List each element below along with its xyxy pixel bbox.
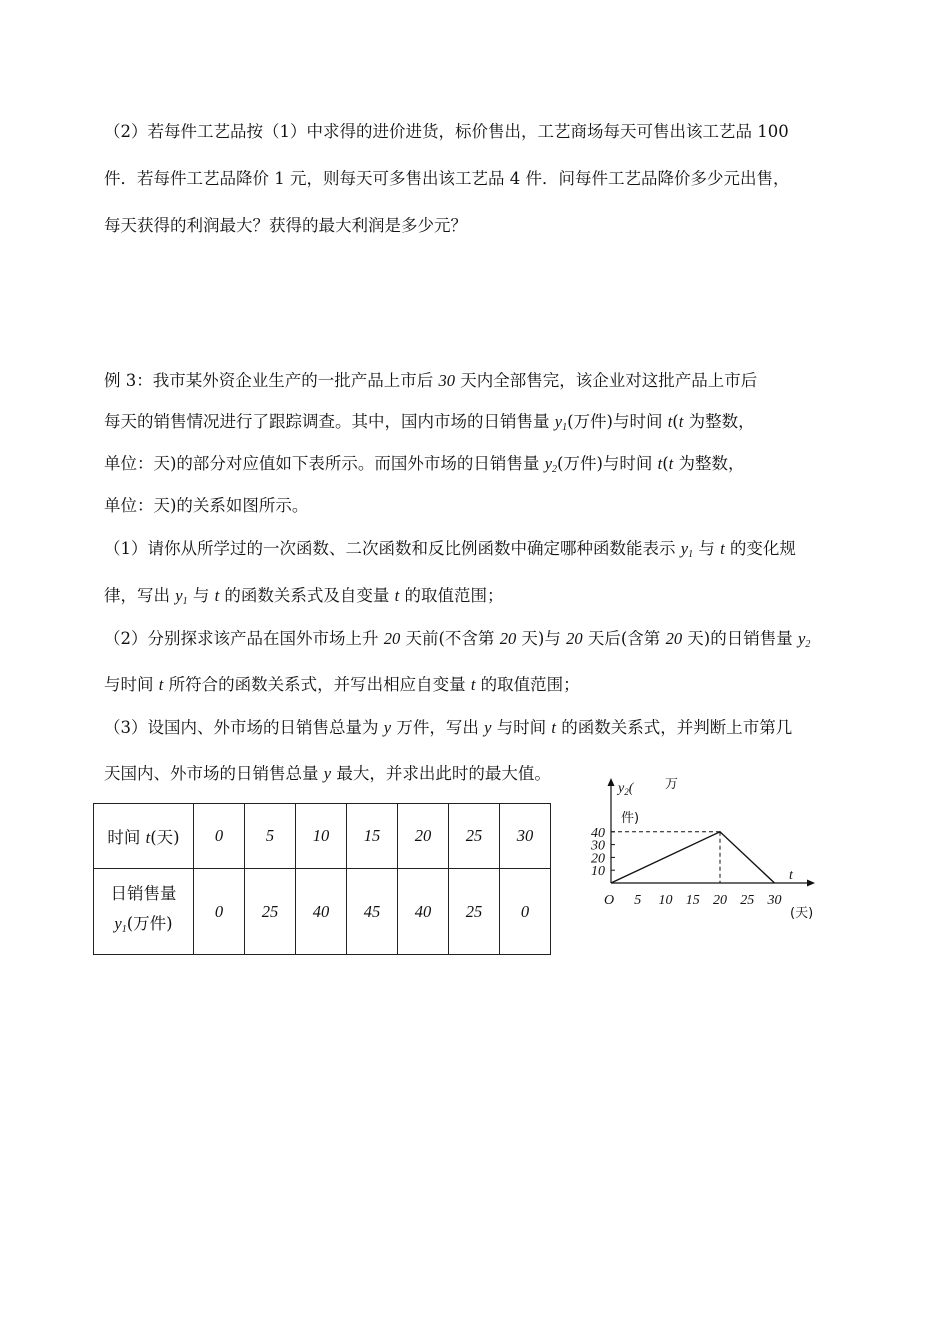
table-row: [94, 869, 551, 955]
v: 20: [499, 629, 517, 648]
sales-cell: 45: [347, 869, 398, 955]
s: 1: [562, 422, 568, 433]
ex3-part1-line-2: [104, 585, 504, 613]
v: y: [680, 539, 689, 558]
time-cell: 30: [500, 804, 551, 869]
x-tick-label: 5: [634, 893, 642, 908]
t: 天)与: [516, 629, 567, 648]
t: 为整数，: [673, 454, 745, 473]
v: y: [544, 454, 553, 473]
s: 1: [688, 549, 694, 560]
time-cell: 15: [347, 804, 398, 869]
time-cell: 25: [449, 804, 500, 869]
row-header-sales: [94, 869, 194, 955]
y-tick-label: 20: [591, 851, 605, 867]
s: 2: [552, 464, 558, 475]
t: 天内全部售完，该企业对这批产品上市后: [455, 371, 758, 390]
sales-cell: 25: [449, 869, 500, 955]
t: 天)的日销售量: [682, 629, 798, 648]
t: 为整数，: [683, 412, 755, 431]
ex3-part1-line-1: [104, 538, 796, 566]
sales-table: [93, 803, 551, 955]
t: 与时间: [104, 675, 159, 694]
y-tick-label: 40: [591, 825, 605, 841]
ex3-part3-line-1: [104, 717, 792, 739]
v: 20: [566, 629, 583, 648]
t: 所符合的函数关系式，并写出相应自变量: [163, 675, 471, 694]
t: 天后(含第: [582, 629, 666, 648]
x-axis-arrow: [807, 880, 815, 887]
sales-cell: 0: [500, 869, 551, 955]
h: 时间: [107, 828, 146, 847]
q2-line-1: （2）若每件工艺品按（1）中求得的进价进货，标价售出，工艺商场每天可售出该工艺品 100: [104, 122, 789, 141]
time-cell: 10: [296, 804, 347, 869]
t: 万件，写出: [391, 718, 485, 737]
h: (天): [150, 828, 180, 847]
v: t: [678, 412, 684, 431]
t: 最大，并求出此时的最大值。: [331, 764, 551, 783]
sales-cell: 0: [194, 869, 245, 955]
t: 与: [187, 586, 215, 605]
q2-line-3: 每天获得的利润最大？获得的最大利润是多少元？: [104, 216, 467, 235]
t: (万件)与时间: [557, 454, 658, 473]
time-cell: 20: [398, 804, 449, 869]
t: 每天的销售情况进行了跟踪调查。其中，国内市场的日销售量: [104, 412, 555, 431]
v: t: [158, 675, 164, 694]
v: y: [323, 764, 332, 783]
l: 2: [624, 787, 629, 797]
y-tick-label: 30: [591, 838, 605, 854]
t: 例 3：我市某外资企业生产的一批产品上市后: [104, 371, 439, 390]
t: (: [662, 454, 669, 473]
x-axis-label: t: [789, 868, 793, 883]
y-axis-label-unit: 万: [665, 777, 679, 792]
v: t: [720, 539, 725, 558]
t: 30: [438, 371, 455, 390]
t: 与: [693, 539, 721, 558]
t: 与时间: [491, 718, 552, 737]
t: （2）分别探求该产品在国外市场上升: [104, 629, 384, 648]
sales-cell: 25: [245, 869, 296, 955]
s: 2: [805, 639, 811, 650]
time-cell: 5: [245, 804, 296, 869]
sales-cell: 40: [296, 869, 347, 955]
v: y: [175, 586, 183, 605]
t: （3）设国内、外市场的日销售总量为: [104, 718, 384, 737]
v: y: [798, 629, 806, 648]
row-header-time: [94, 804, 194, 869]
l: y: [618, 781, 625, 796]
t: （1）请你从所学过的一次函数、二次函数和反比例函数中确定哪种函数能表示: [104, 539, 681, 558]
x-tick-label: 25: [740, 893, 755, 908]
x-tick-label: 30: [767, 893, 782, 908]
s: 1: [182, 596, 188, 607]
y-axis-arrow: [608, 778, 615, 786]
h: y: [114, 913, 122, 933]
series-line-y2: [611, 832, 775, 883]
t: (: [672, 412, 679, 431]
h: (万件): [126, 913, 173, 933]
v: t: [214, 586, 220, 605]
v: t: [657, 454, 663, 473]
ex3-line-2: [104, 411, 755, 439]
ex3-line-1: [104, 370, 757, 392]
x-tick-label: 20: [713, 893, 727, 908]
h: 日销售量: [110, 883, 177, 903]
h: t: [145, 828, 151, 847]
v: y: [484, 718, 492, 737]
v: t: [668, 454, 674, 473]
v: y: [383, 718, 392, 737]
sales-cell: 40: [398, 869, 449, 955]
t: 的取值范围；: [399, 586, 504, 605]
x-tick-label: 10: [658, 893, 673, 908]
v: 20: [665, 629, 683, 648]
t: 单位：天)的部分对应值如下表所示。而国外市场的日销售量: [104, 454, 545, 473]
origin-label: O: [604, 893, 615, 908]
t: 天前(不含第: [400, 629, 500, 648]
ex3-line-4: 单位：天)的关系如图所示。: [104, 496, 309, 515]
h: 1: [121, 923, 127, 935]
t: 的函数关系式及自变量: [219, 586, 395, 605]
ex3-part3-line-2: [104, 763, 551, 785]
t: 天国内、外市场的日销售总量: [104, 764, 324, 783]
t: 的变化规: [724, 539, 796, 558]
table-row: [94, 804, 551, 869]
time-cell: 0: [194, 804, 245, 869]
t: 律，写出: [104, 586, 176, 605]
y-axis-label: [616, 781, 635, 797]
v: t: [551, 718, 556, 737]
x-tick-label: 15: [685, 893, 700, 908]
v: 20: [383, 629, 401, 648]
ex3-part2-line-2: [104, 674, 580, 696]
v: t: [667, 412, 673, 431]
ex3-part2-line-1: [104, 628, 810, 656]
t: (万件)与时间: [567, 412, 668, 431]
x-axis-unit: (天): [790, 906, 814, 921]
t: 的取值范围；: [475, 675, 580, 694]
l: (: [628, 781, 634, 796]
y2-chart: [585, 776, 835, 926]
t: 的函数关系式，并判断上市第几: [556, 718, 793, 737]
y-tick-label: 10: [591, 864, 605, 880]
ex3-line-3: [104, 453, 745, 481]
q2-line-2: 件．若每件工艺品降价 1 元，则每天可多售出该工艺品 4 件．问每件工艺品降价多少元出售，: [104, 169, 790, 188]
v: y: [554, 412, 563, 431]
v: t: [470, 675, 476, 694]
v: t: [394, 586, 400, 605]
y-axis-label-unit-2: 件): [621, 811, 640, 826]
